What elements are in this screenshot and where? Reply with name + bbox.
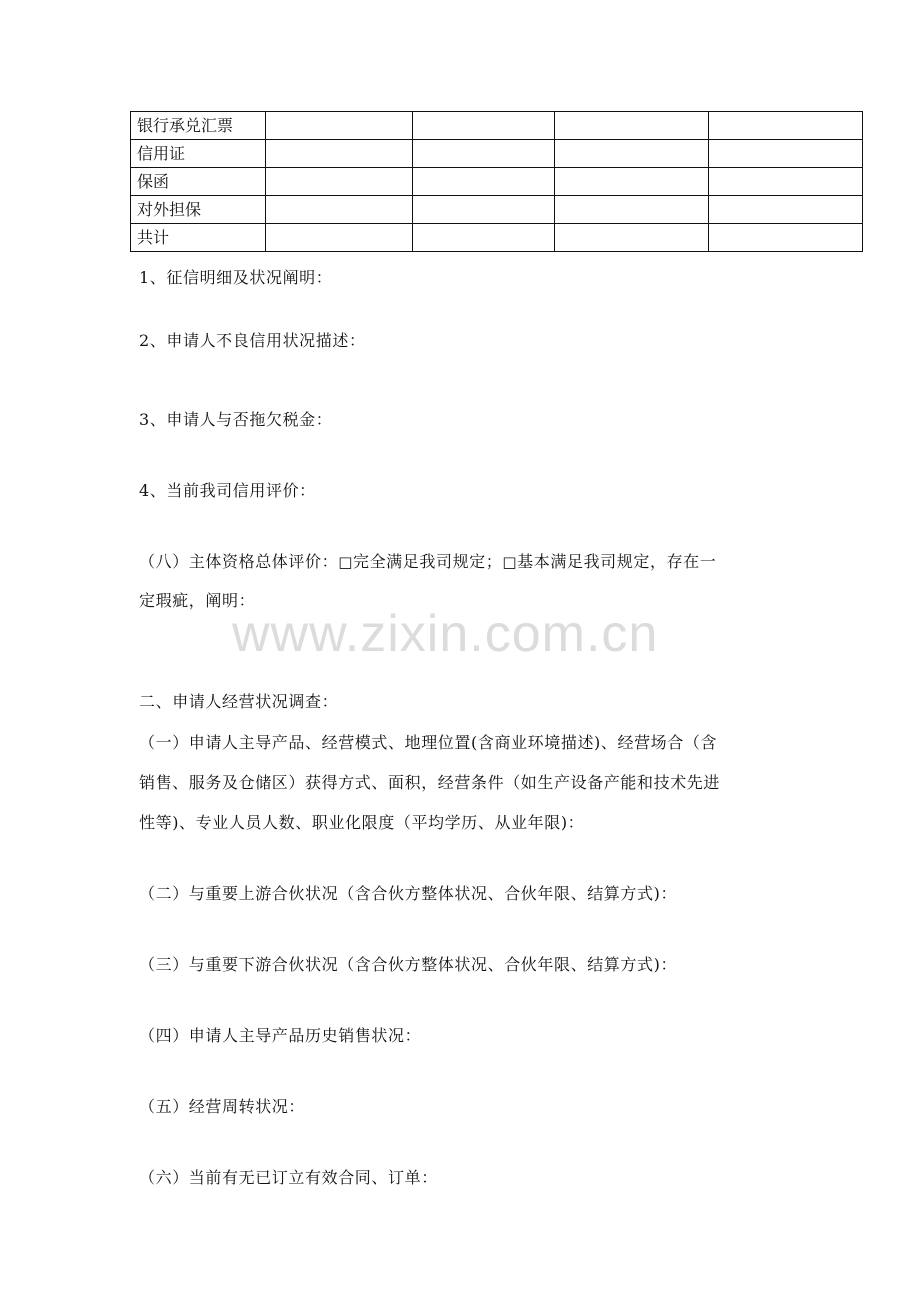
item-4: 4、当前我司信用评价： <box>139 481 316 500</box>
table-cell[interactable] <box>555 224 709 252</box>
table-cell[interactable] <box>266 196 413 224</box>
section2-p2: （二）与重要上游合伙状况（含合伙方整体状况、合伙年限、结算方式)： <box>139 884 678 903</box>
section8-line2: 定瑕疵，阐明： <box>139 591 256 610</box>
table-cell[interactable] <box>413 224 555 252</box>
table-cell[interactable] <box>413 140 555 168</box>
table-cell[interactable] <box>266 168 413 196</box>
section2-p1-line1: （一）申请人主导产品、经营模式、地理位置(含商业环境描述)、经营场合（含 <box>139 733 718 752</box>
item-2: 2、申请人不良信用状况描述： <box>139 331 366 350</box>
table-row <box>131 196 863 224</box>
table-cell[interactable] <box>413 196 555 224</box>
table-row <box>131 140 863 168</box>
item-1: 1、征信明细及状况阐明： <box>139 268 333 287</box>
table-row <box>131 224 863 252</box>
section2-p6: （六）当前有无已订立有效合同、订单： <box>139 1168 438 1187</box>
section2-p1-line3: 性等)、专业人员人数、职业化限度（平均学历、从业年限)： <box>139 813 585 832</box>
section2-p3: （三）与重要下游合伙状况（含合伙方整体状况、合伙年限、结算方式)： <box>139 955 678 974</box>
checkbox-icon[interactable]: □ <box>338 553 353 571</box>
credit-table <box>130 111 863 252</box>
table-cell[interactable] <box>555 168 709 196</box>
table-cell[interactable] <box>555 196 709 224</box>
row-label: 对外担保 <box>131 196 266 224</box>
row-label: 银行承兑汇票 <box>131 112 266 140</box>
table-cell[interactable] <box>709 224 863 252</box>
checkbox-icon[interactable]: □ <box>502 553 518 571</box>
credit-table-body <box>131 112 863 252</box>
section8-line1 <box>139 552 716 572</box>
table-cell[interactable] <box>266 224 413 252</box>
table-cell[interactable] <box>709 112 863 140</box>
section2-heading: 二、申请人经营状况调查： <box>139 692 339 711</box>
table-cell[interactable] <box>709 140 863 168</box>
table-cell[interactable] <box>266 140 413 168</box>
table-cell[interactable] <box>413 112 555 140</box>
table-cell[interactable] <box>266 112 413 140</box>
section2-p5: （五）经营周转状况： <box>139 1097 306 1116</box>
table-cell[interactable] <box>413 168 555 196</box>
item-3: 3、申请人与否拖欠税金： <box>139 410 333 429</box>
section2-p1-line2: 销售、服务及仓储区）获得方式、面积，经营条件（如生产设备产能和技术先进 <box>139 773 721 792</box>
section8-prefix: （八）主体资格总体评价： <box>139 552 339 571</box>
table-cell[interactable] <box>709 168 863 196</box>
table-cell[interactable] <box>555 140 709 168</box>
table-row <box>131 112 863 140</box>
row-label: 共计 <box>131 224 266 252</box>
watermark: www.zixin.com.cn <box>232 605 659 663</box>
row-label: 保函 <box>131 168 266 196</box>
option-basic-compliance: 基本满足我司规定，存在一 <box>517 552 717 571</box>
table-cell[interactable] <box>555 112 709 140</box>
option-full-compliance: 完全满足我司规定； <box>352 552 503 571</box>
row-label: 信用证 <box>131 140 266 168</box>
table-cell[interactable] <box>709 196 863 224</box>
table-row <box>131 168 863 196</box>
section2-p4: （四）申请人主导产品历史销售状况： <box>139 1026 422 1045</box>
